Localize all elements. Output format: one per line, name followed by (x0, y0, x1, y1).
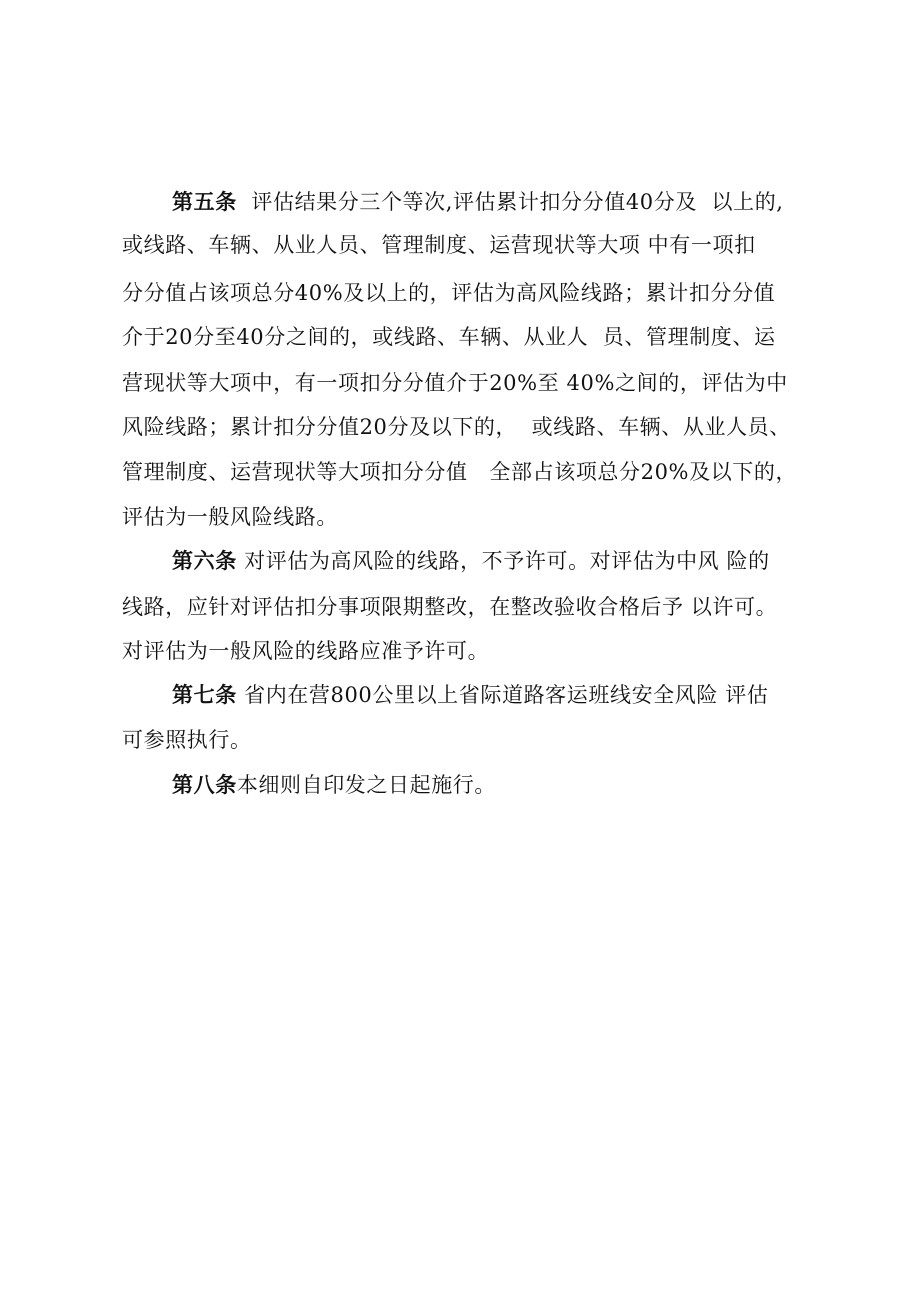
article5-number: 第五条 (172, 189, 237, 214)
article6-line-2: 线路，应针对评估扣分事项限期整改，在整改验收合格后予 以许可。 (122, 595, 778, 619)
article6-line-3: 对评估为一般风险的线路应准予许可。 (122, 639, 490, 663)
article7-number: 第七条 (172, 682, 237, 707)
article6-text-1: 对评估为高风险的线路，不予许可。对评估为中风 险的 (236, 549, 770, 573)
article5-line-4: 介于20分至40分之间的，或线路、车辆、从业人 员、管理制度、运 (122, 325, 776, 349)
article5-line-8: 评估为一般风险线路。 (122, 505, 338, 529)
article7-line-2: 可参照执行。 (122, 728, 252, 752)
article5-line-7: 管理制度、运营现状等大项扣分分值 全部占该项总分20%及以下的， (122, 460, 798, 484)
article5-line-5: 营现状等大项中，有一项扣分分值介于20%至 40%之间的，评估为中 (122, 371, 788, 395)
article6-number: 第六条 (172, 548, 237, 573)
article5-line-2: 或线路、车辆、从业人员、管理制度、运营现状等大项 中有一项扣 (122, 233, 756, 257)
article8-line-1 (172, 770, 496, 800)
article5-line-3: 分分值占该项总分40%及以上的，评估为高风险线路；累计扣分分值 (122, 281, 776, 305)
article7-line-1 (172, 680, 768, 710)
article5-text-1: 评估结果分三个等次,评估累计扣分分值40分及 以上的, (236, 190, 784, 214)
article6-line-1 (172, 546, 770, 576)
article5-line-1 (172, 187, 784, 217)
article8-number: 第八条 (172, 772, 237, 797)
article8-text-1: 本细则自印发之日起施行。 (236, 773, 497, 797)
article5-line-6: 风险线路；累计扣分分值20分及以下的， 或线路、车辆、从业人员、 (122, 415, 791, 439)
article7-text-1: 省内在营800公里以上省际道路客运班线安全风险 评估 (236, 683, 769, 707)
